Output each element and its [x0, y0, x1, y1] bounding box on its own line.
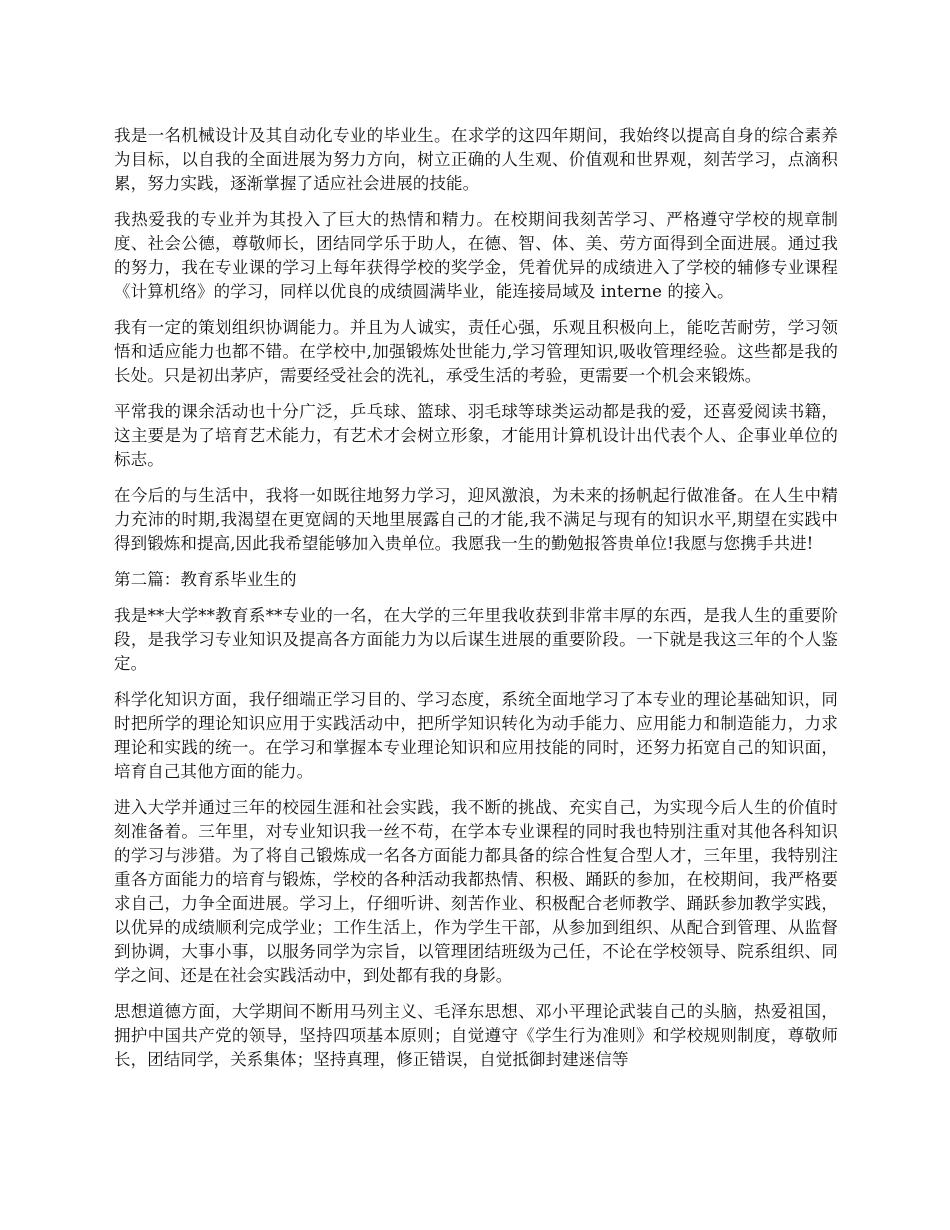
paragraph-1: 我是一名机械设计及其自动化专业的毕业生。在求学的这四年期间，我始终以提高自身的综合素养为目标，以自我的全面进展为努力方向，树立正确的人生观、价值观和世界观，刻苦学习，点滴积累，努力实践，逐渐掌握了适应社会进展的技能。 — [114, 126, 838, 193]
paragraph-5: 在今后的与生活中，我将一如既往地努力学习，迎风激浪，为未来的扬帆起行做准备。在人生中精力充沛的时期,我渴望在更宽阔的天地里展露自己的才能,我不满足与现有的知识水平,期望在实践中得到锻炼和提高,因此我希望能够加入贵单位。我愿我一生的勤勉报答贵单位!我愿与您携手共进! — [114, 486, 838, 553]
paragraph-6: 我是**大学**教育系**专业的一名，在大学的三年里我收获到非常丰厚的东西，是我人生的重要阶段，是我学习专业知识及提高各方面能力为以后谋生进展的重要阶段。一下就是我这三年的个人鉴定。 — [114, 606, 838, 673]
paragraph-8: 进入大学并通过三年的校园生涯和社会实践，我不断的挑战、充实自己，为实现今后人生的价值时刻准备着。三年里，对专业知识我一丝不苟，在学本专业课程的同时我也特别注重对其他各科知识的学习与涉猎。为了将自己锻炼成一名各方面能力都具备的综合性复合型人才，三年里，我特别注重各方面能力的培育与锻炼，学校的各种活动我都热情、积极、踊跃的参加，在校期间，我严格要求自己，力争全面进展。学习上，仔细听讲、刻苦作业、积极配合老师教学、踊跃参加教学实践，以优异的成绩顺利完成学业；工作生活上，作为学生干部，从参加到组织、从配合到管理、从监督到协调，大事小事，以服务同学为宗旨，以管理团结班级为己任，不论在学校领导、院系组织、同学之间、还是在社会实践活动中，到处都有我的身影。 — [114, 798, 838, 985]
paragraph-2: 我热爱我的专业并为其投入了巨大的热情和精力。在校期间我刻苦学习、严格遵守学校的规章制度、社会公德，尊敬师长，团结同学乐于助人，在德、智、体、美、劳方面得到全面进展。通过我的努力，我在专业课的学习上每年获得学校的奖学金，凭着优异的成绩进入了学校的辅修专业课程《计算机络》的学习，同样以优良的成绩圆满毕业，能连接局域及 interne 的接入。 — [114, 210, 838, 301]
paragraph-3: 我有一定的策划组织协调能力。并且为人诚实，责任心强，乐观且积极向上，能吃苦耐劳，学习领悟和适应能力也都不错。在学校中,加强锻炼处世能力,学习管理知识,吸收管理经验。这些都是我的长处。只是初出茅庐，需要经受社会的洗礼，承受生活的考验，更需要一个机会来锻炼。 — [114, 318, 838, 385]
paragraph-7: 科学化知识方面，我仔细端正学习目的、学习态度，系统全面地学习了本专业的理论基础知识，同时把所学的理论知识应用于实践活动中，把所学知识转化为动手能力、应用能力和制造能力，力求理论和实践的统一。在学习和掌握本专业理论知识和应用技能的同时，还努力拓宽自己的知识面，培育自己其他方面的能力。 — [114, 690, 838, 781]
document-body — [114, 124, 838, 1084]
paragraph-9: 思想道德方面，大学期间不断用马列主义、毛泽东思想、邓小平理论武装自己的头脑，热爱祖国，拥护中国共产党的领导，坚持四项基本原则；自觉遵守《学生行为准则》和学校规则制度，尊敬师长，团结同学，关系集体；坚持真理，修正错误，自觉抵御封建迷信等 — [114, 1002, 838, 1069]
paragraph-4: 平常我的课余活动也十分广泛，乒乓球、篮球、羽毛球等球类运动都是我的爱，还喜爱阅读书籍，这主要是为了培育艺术能力，有艺术才会树立形象，才能用计算机设计出代表个人、企事业单位的标志。 — [114, 402, 838, 469]
section-heading: 第二篇：教育系毕业生的 — [114, 570, 297, 589]
